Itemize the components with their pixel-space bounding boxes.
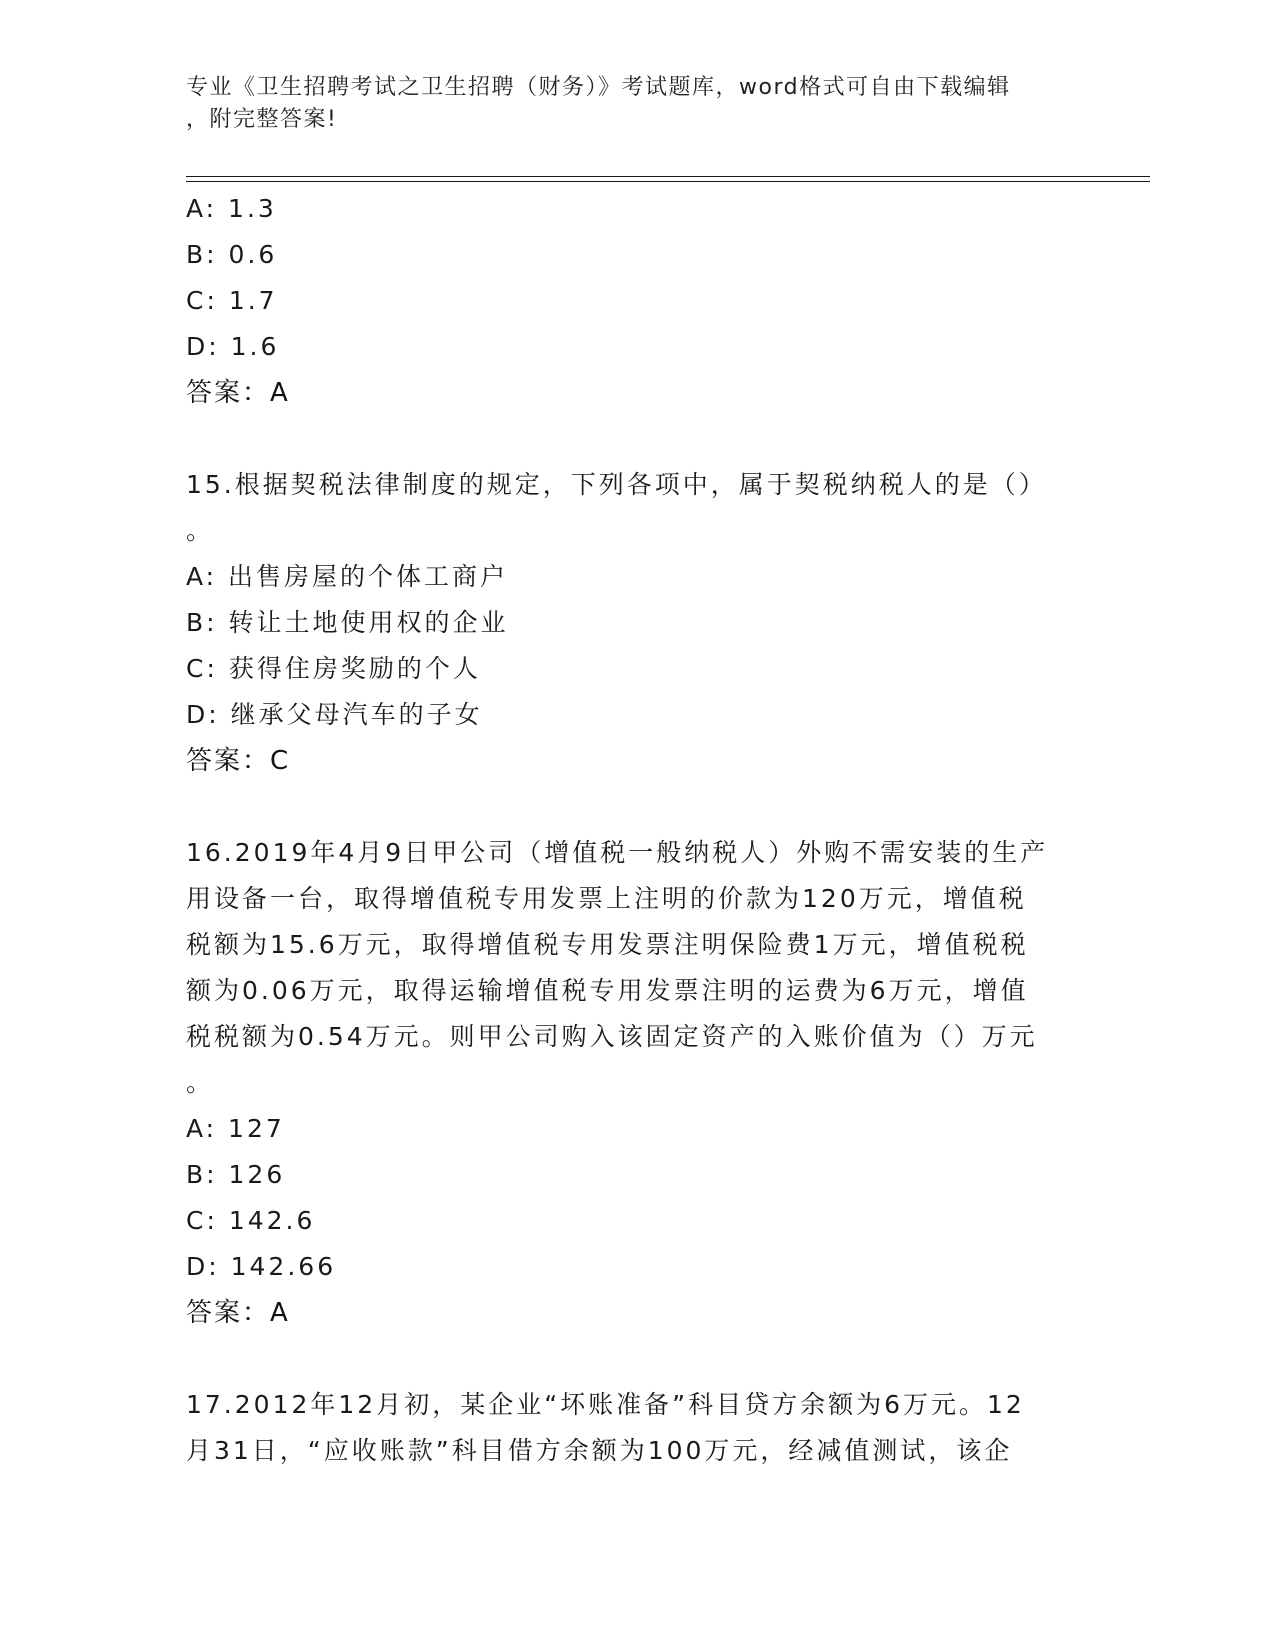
option-d: D: 继承父母汽车的子女 [186, 700, 483, 729]
question-17 [186, 1382, 1086, 1474]
question-15 [186, 462, 1086, 784]
option-c: C: 142.6 [186, 1206, 316, 1235]
option-b: B: 转让土地使用权的企业 [186, 608, 509, 637]
document-header [186, 72, 1066, 136]
question-text-line: 。 [186, 1068, 215, 1097]
option-d: D: 142.66 [186, 1252, 337, 1281]
header-divider-bottom [186, 181, 1150, 182]
answer-line: 答案：A [186, 378, 290, 408]
question-text-line: 用设备一台，取得增值税专用发票上注明的价款为120万元，增值税 [186, 884, 1027, 913]
answer-line: 答案：C [186, 746, 291, 776]
question-text-line: 15.根据契税法律制度的规定，下列各项中，属于契税纳税人的是（） [186, 470, 1047, 499]
question-text-line: 税额为15.6万元，取得增值税专用发票注明保险费1万元，增值税税 [186, 930, 1029, 959]
option-d: D: 1.6 [186, 332, 280, 361]
question-text-line: 。 [186, 516, 215, 545]
option-b: B: 126 [186, 1160, 286, 1189]
header-divider-top [186, 176, 1150, 177]
question-text-line: 额为0.06万元，取得运输增值税专用发票注明的运费为6万元，增值 [186, 976, 1029, 1005]
question-content [186, 186, 1086, 1474]
question-text-line: 16.2019年4月9日甲公司（增值税一般纳税人）外购不需安装的生产 [186, 838, 1049, 867]
question-16 [186, 830, 1086, 1336]
question-14-options [186, 186, 1086, 416]
question-text-line: 17.2012年12月初，某企业“坏账准备”科目贷方余额为6万元。12 [186, 1390, 1025, 1419]
header-line-1: 专业《卫生招聘考试之卫生招聘（财务）》考试题库，word格式可自由下载编辑 [186, 75, 1011, 100]
option-a: A: 出售房屋的个体工商户 [186, 562, 509, 591]
option-b: B: 0.6 [186, 240, 278, 269]
question-text-line: 税税额为0.54万元。则甲公司购入该固定资产的入账价值为（）万元 [186, 1022, 1038, 1051]
option-c: C: 1.7 [186, 286, 278, 315]
spacer [186, 416, 1086, 462]
option-c: C: 获得住房奖励的个人 [186, 654, 481, 683]
option-a: A: 1.3 [186, 194, 277, 223]
spacer [186, 1336, 1086, 1382]
spacer [186, 784, 1086, 830]
option-a: A: 127 [186, 1114, 285, 1143]
header-line-2: ，附完整答案! [186, 107, 338, 132]
question-text-line: 月31日，“应收账款”科目借方余额为100万元，经减值测试，该企 [186, 1436, 1013, 1465]
answer-line: 答案：A [186, 1298, 290, 1328]
